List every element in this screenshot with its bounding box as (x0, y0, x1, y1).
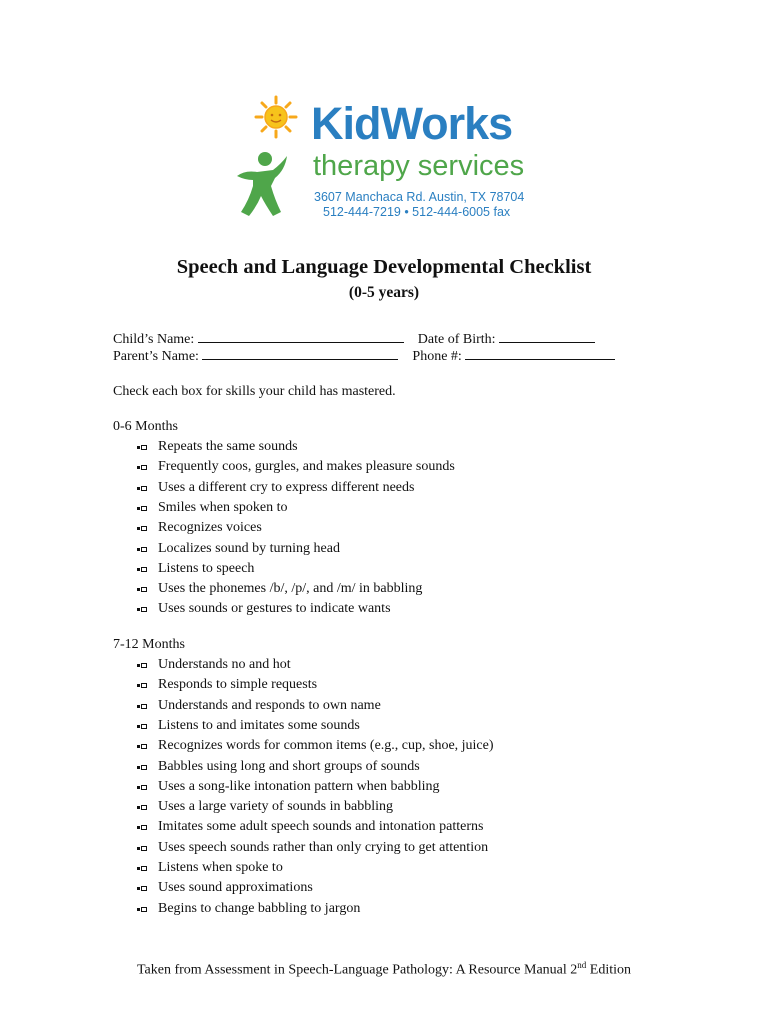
checklist-item-label: Recognizes voices (158, 520, 262, 536)
instructions: Check each box for skills your child has mastered. (113, 384, 396, 399)
checkbox[interactable] (137, 823, 146, 830)
phone-field[interactable] (465, 346, 615, 360)
logo-phones: 512-444-7219 • 512-444-6005 fax (323, 205, 511, 219)
checklist-item-label: Uses sound approximations (158, 880, 313, 896)
checkbox[interactable] (137, 702, 146, 709)
checklist-item-label: Listens when spoke to (158, 860, 283, 875)
checkbox[interactable] (137, 763, 146, 770)
checklist-item-label: Frequently coos, gurgles, and makes pleasure sounds (158, 459, 455, 475)
phone-label: Phone #: (412, 349, 462, 364)
checkbox[interactable] (137, 545, 146, 552)
checkbox[interactable] (137, 585, 146, 592)
child-figure-icon (235, 150, 289, 220)
checklist-item-label: Repeats the same sounds (158, 439, 298, 454)
checkbox[interactable] (137, 565, 146, 572)
checkbox[interactable] (137, 681, 146, 688)
section-heading: 0-6 Months (113, 419, 178, 434)
kidworks-logo (232, 95, 532, 225)
checkbox[interactable] (137, 605, 146, 612)
footer-citation (0, 960, 768, 979)
checklist-item-label: Uses a song-like intonation pattern when babbling (158, 778, 440, 794)
checklist-item-label: Smiles when spoken to (158, 499, 288, 515)
footer-text: Taken from Assessment in Speech-Language Pathology: A Resource Manual 2 (136, 962, 578, 978)
checklist-item-label: Begins to change babbling to jargon (158, 900, 361, 916)
checklist-item-label: Uses speech sounds rather than only crying to get attention (158, 839, 489, 855)
checkbox[interactable] (137, 884, 146, 891)
dob-label: Date of Birth: (417, 332, 496, 347)
checkbox[interactable] (137, 864, 146, 871)
checkbox[interactable] (137, 844, 146, 851)
section-heading: 7-12 Months (113, 637, 185, 652)
checkbox[interactable] (137, 661, 146, 668)
checklist-item-label: Responds to simple requests (158, 677, 318, 693)
checklist-item-label: Imitates some adult speech sounds and intonation patterns (158, 819, 484, 835)
checkbox[interactable] (137, 443, 146, 450)
child-name-field[interactable] (198, 329, 404, 343)
checklist-item-label: Listens to speech (158, 560, 255, 576)
checkbox[interactable] (137, 905, 146, 912)
checklist-item-label: Understands and responds to own name (158, 697, 381, 713)
checkbox[interactable] (137, 504, 146, 511)
logo-tagline: therapy services (313, 150, 525, 182)
dob-field[interactable] (499, 329, 595, 343)
logo-address: 3607 Manchaca Rd. Austin, TX 78704 (314, 190, 525, 204)
checkbox[interactable] (137, 722, 146, 729)
checklist-item-label: Babbles using long and short groups of sounds (158, 758, 420, 774)
page-subtitle: (0-5 years) (348, 284, 420, 301)
checklist-item-label: Understands no and hot (158, 657, 291, 672)
footer-text-end: Edition (586, 962, 632, 978)
page-title: Speech and Language Developmental Checklist (176, 256, 592, 278)
checkbox[interactable] (137, 484, 146, 491)
checkbox[interactable] (137, 783, 146, 790)
checklist-item-label: Uses sounds or gestures to indicate wants (158, 601, 391, 617)
checkbox[interactable] (137, 803, 146, 810)
checkbox[interactable] (137, 463, 146, 470)
checklist-item-label: Listens to and imitates some sounds (158, 717, 360, 733)
sun-icon (254, 95, 298, 139)
checklist-item-label: Uses a different cry to express different needs (158, 479, 415, 495)
checkbox[interactable] (137, 524, 146, 531)
parent-name-label: Parent’s Name: (113, 349, 199, 364)
parent-name-field[interactable] (202, 346, 398, 360)
checklist-item-label: Localizes sound by turning head (158, 540, 340, 556)
checklist-item-label: Recognizes words for common items (e.g., cup, shoe, juice) (158, 738, 494, 754)
checklist-item-label: Uses a large variety of sounds in babbling (158, 799, 393, 815)
checkbox[interactable] (137, 742, 146, 749)
checklist-item-label: Uses the phonemes /b/, /p/, and /m/ in babbling (158, 581, 423, 597)
footer-superscript: nd (577, 960, 587, 970)
child-name-label: Child’s Name: (113, 332, 195, 347)
logo-wordmark: KidWorks (311, 98, 513, 149)
parent-name-row (113, 346, 615, 365)
